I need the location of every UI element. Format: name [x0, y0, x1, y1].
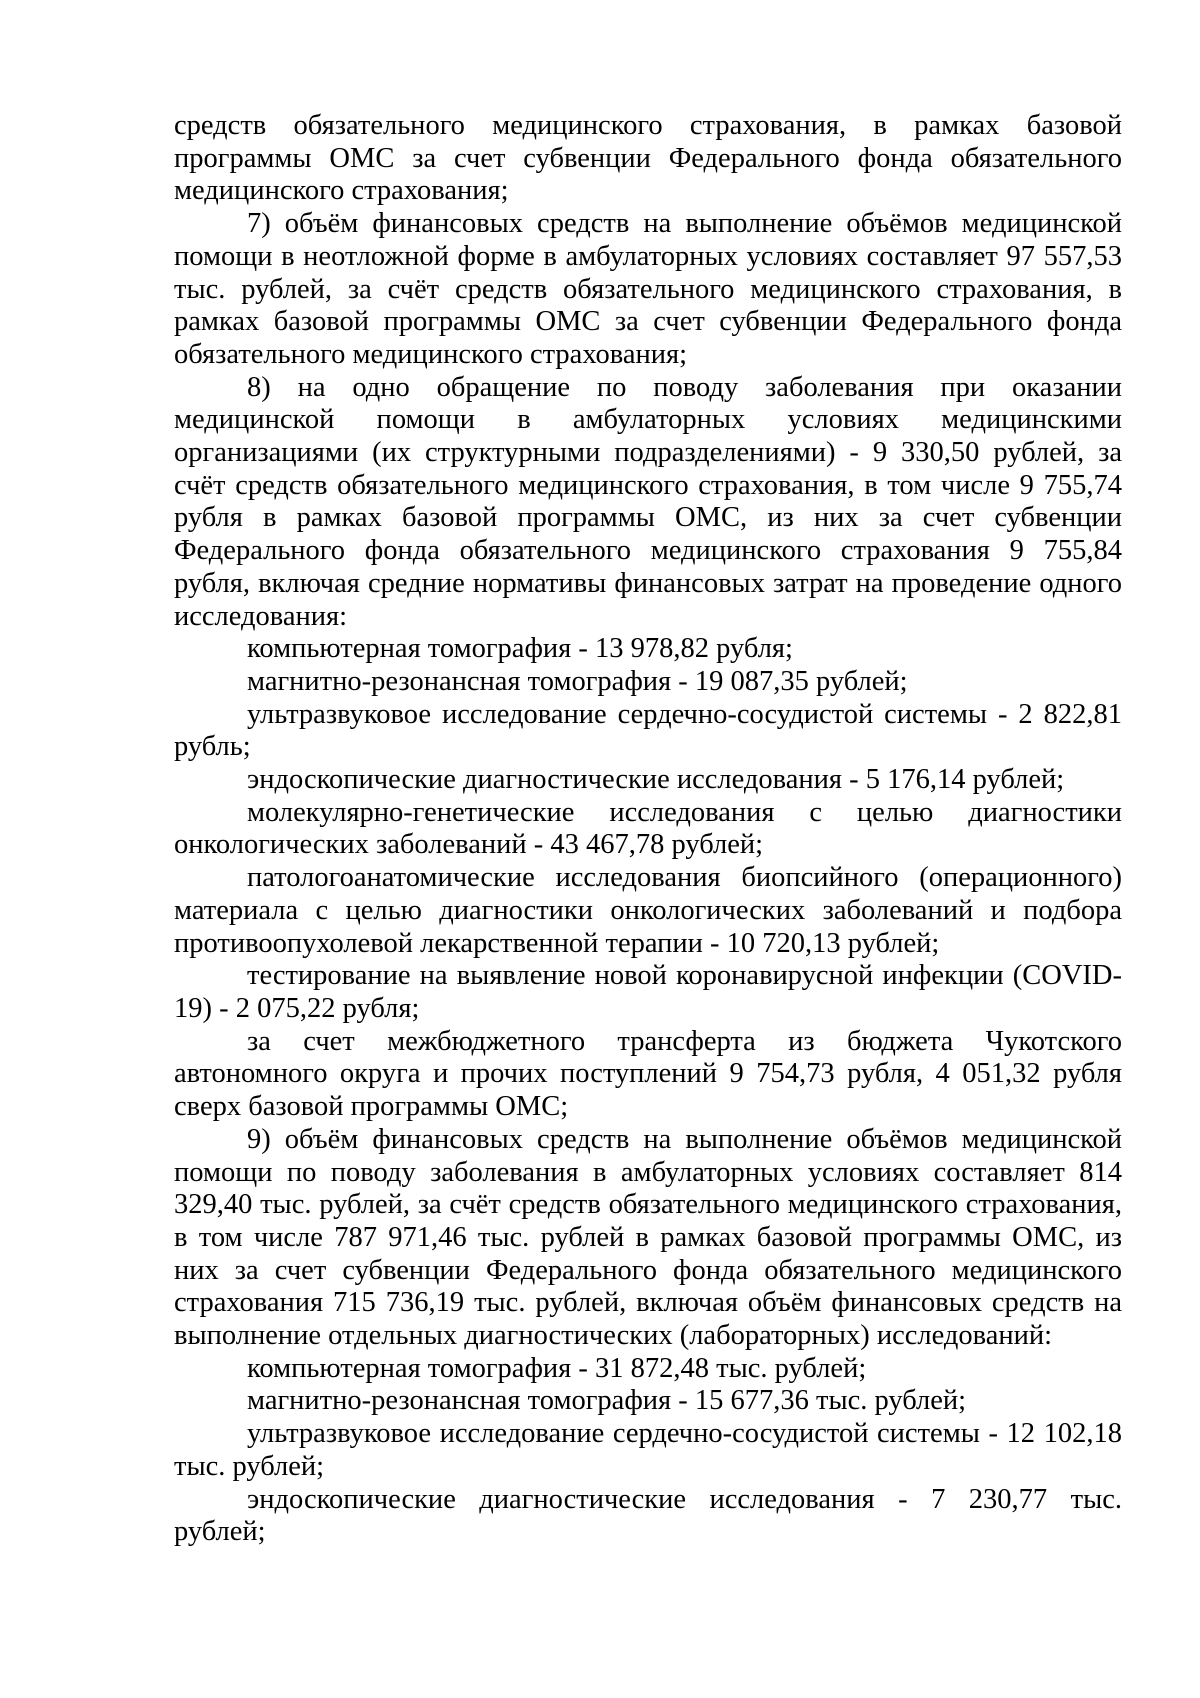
list-item-endoscopy-volume: эндоскопические диагностические исследования - 7 230,77 тыс. рублей;: [174, 1483, 1122, 1548]
paragraph-continuation: средств обязательного медицинского страхования, в рамках базовой программы ОМС за счет субвенции Федерального фонда обязательного медицинского страхования;: [174, 110, 1122, 207]
paragraph-item-8: 8) на одно обращение по поводу заболевания при оказании медицинской помощи в амбулаторных условиях медицинскими организациями (их структурными подразделениями) - 9 330,50 рублей, за счёт средств обязательного медицинского страхования, в том числе 9 755,74 рубля в рамках базовой программы ОМС, из них за счет субвенции Федерального фонда обязательного медицинского страхования 9 755,84 рубля, включая средние нормативы финансовых затрат на проведение одного исследования:: [174, 371, 1122, 632]
list-item-ultrasound: ультразвуковое исследование сердечно-сосудистой системы - 2 822,81 рубль;: [174, 698, 1122, 763]
paragraph-item-7: 7) объём финансовых средств на выполнение объёмов медицинской помощи в неотложной форме в амбулаторных условиях составляет 97 557,53 тыс. рублей, за счёт средств обязательного медицинского страхования, в рамках базовой программы ОМС за счет субвенции Федерального фонда обязательного медицинского страхования;: [174, 208, 1122, 370]
paragraph-item-9: 9) объём финансовых средств на выполнение объёмов медицинской помощи по поводу заболевания в амбулаторных условиях составляет 814 329,40 тыс. рублей, за счёт средств обязательного медицинского страхования, в том числе 787 971,46 тыс. рублей в рамках базовой программы ОМС, из них за счет субвенции Федерального фонда обязательного медицинского страхования 715 736,19 тыс. рублей, включая объём финансовых средств на выполнение отдельных диагностических (лабораторных) исследований:: [174, 1123, 1122, 1352]
list-item-endoscopy: эндоскопические диагностические исследования - 5 176,14 рублей;: [247, 764, 1065, 796]
list-item-ultrasound-volume: ультразвуковое исследование сердечно-сосудистой системы - 12 102,18 тыс. рублей;: [174, 1418, 1122, 1482]
list-item-pathology: патологоанатомические исследования биопсийного (операционного) материала с целью диагностики онкологических заболеваний и подбора противоопухолевой лекарственной терапии - 10 720,13 рублей;: [174, 862, 1122, 959]
list-item-covid-testing: тестирование на выявление новой коронавирусной инфекции (COVID-19) - 2 075,22 рубля;: [174, 960, 1122, 1024]
document-page: [174, 110, 1122, 1549]
list-item-molecular-genetic: молекулярно-генетические исследования с целью диагностики онкологических заболеваний - 43 467,78 рублей;: [174, 796, 1122, 861]
list-item-mri-volume: магнитно-резонансная томография - 15 677,36 тыс. рублей;: [247, 1385, 967, 1417]
list-item-ct-volume: компьютерная томография - 31 872,48 тыс. рублей;: [247, 1352, 867, 1384]
list-item-mri: магнитно-резонансная томография - 19 087,35 рублей;: [247, 665, 908, 697]
list-item-ct: компьютерная томография - 13 978,82 рубля;: [247, 633, 793, 665]
list-item-interbudget-transfer: за счет межбюджетного трансферта из бюджета Чукотского автономного округа и прочих поступлений 9 754,73 рубля, 4 051,32 рубля сверх базовой программы ОМС;: [174, 1025, 1122, 1123]
